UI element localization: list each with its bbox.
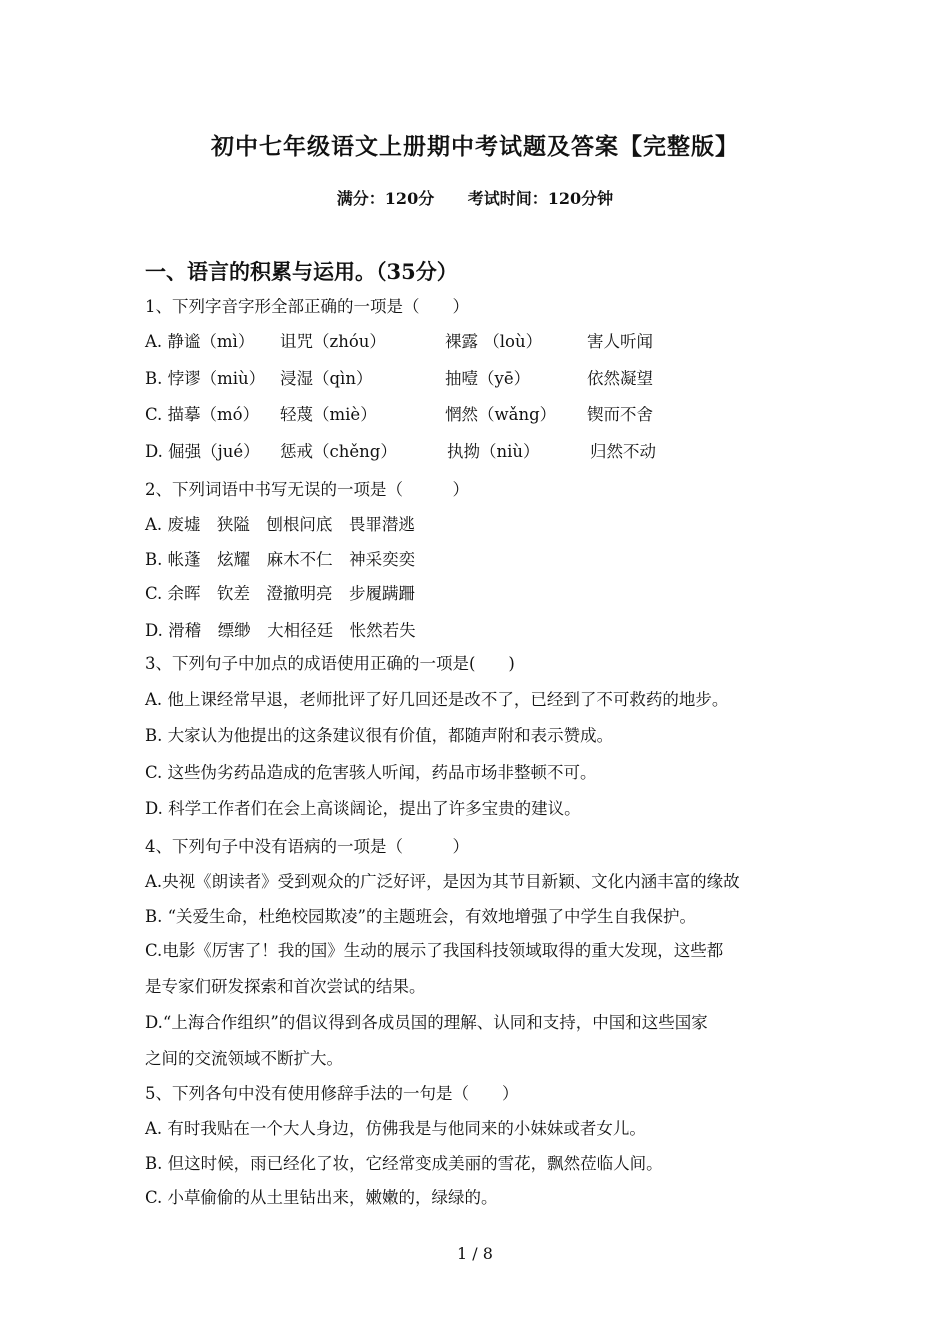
option-cell: 惩戒（chěng） <box>280 442 397 461</box>
q3-option-d: D. 科学工作者们在会上高谈阔论，提出了许多宝贵的建议。 <box>145 799 581 818</box>
option-cell: 依然凝望 <box>587 369 653 388</box>
q3-option-b: B. 大家认为他提出的这条建议很有价值，都随声附和表示赞成。 <box>145 726 614 745</box>
q2-option-a: A. 废墟 狭隘 刨根问底 畏罪潜逃 <box>145 515 415 534</box>
q4-line: A.央视《朗读者》受到观众的广泛好评，是因为其节目新颖、文化内涵丰富的缘故 <box>145 872 740 891</box>
q4-line: D.“上海合作组织”的倡议得到各成员国的理解、认同和支持，中国和这些国家 <box>145 1013 708 1032</box>
q4-line: B. “关爱生命，杜绝校园欺凌”的主题班会，有效地增强了中学生自我保护。 <box>145 907 696 926</box>
full-score: 满分：120分 <box>336 189 435 208</box>
q2-option-c: C. 余晖 钦差 澄撤明亮 步履蹒跚 <box>145 584 416 603</box>
option-cell: A. 静谧（mì） <box>145 332 255 351</box>
page-number: 1 / 8 <box>457 1244 493 1263</box>
option-cell: 轻蔑（miè） <box>280 405 377 424</box>
q3-option-c: C. 这些伪劣药品造成的危害骇人听闻，药品市场非整顿不可。 <box>145 763 597 782</box>
exam-time: 考试时间：120分钟 <box>467 189 614 208</box>
page-title: 初中七年级语文上册期中考试题及答案【完整版】 <box>211 133 739 160</box>
q3-option-a: A. 他上课经常早退，老师批评了好几回还是改不了，已经到了不可救药的地步。 <box>145 690 729 709</box>
q1-option-a <box>145 328 653 352</box>
option-cell: 浸湿（qìn） <box>280 369 373 388</box>
option-cell: 执拗（niù） <box>447 442 540 461</box>
question-3-stem: 3、下列句子中加点的成语使用正确的一项是( ) <box>145 654 515 673</box>
question-2-stem: 2、下列词语中书写无误的一项是（ ） <box>145 480 469 499</box>
option-cell: C. 描摹（mó） <box>145 405 260 424</box>
option-cell: 抽噎（yē） <box>445 369 531 388</box>
exam-meta <box>0 186 950 209</box>
q2-option-b: B. 帐蓬 炫耀 麻木不仁 神采奕奕 <box>145 550 416 569</box>
q5-option-b: B. 但这时候，雨已经化了妆，它经常变成美丽的雪花，飘然莅临人间。 <box>145 1154 663 1173</box>
option-cell: D. 倔强（jué） <box>145 442 260 461</box>
q1-option-b <box>145 365 653 389</box>
question-4-stem: 4、下列句子中没有语病的一项是（ ） <box>145 837 469 856</box>
question-5-stem: 5、下列各句中没有使用修辞手法的一句是（ ） <box>145 1084 519 1103</box>
q5-option-a: A. 有时我贴在一个大人身边，仿佛我是与他同来的小妹妹或者女儿。 <box>145 1119 646 1138</box>
option-cell: 惘然（wǎng） <box>445 405 557 424</box>
option-cell: 诅咒（zhóu） <box>280 332 386 351</box>
q4-line: C.电影《厉害了！我的国》生动的展示了我国科技领域取得的重大发现，这些都 <box>145 941 724 960</box>
option-cell: 锲而不舍 <box>587 405 653 424</box>
option-cell: B. 悖谬（miù） <box>145 369 266 388</box>
question-1-stem: 1、下列字音字形全部正确的一项是（ ） <box>145 297 469 316</box>
q5-option-c: C. 小草偷偷的从土里钻出来，嫩嫩的，绿绿的。 <box>145 1188 498 1207</box>
q4-line: 是专家们研发探索和首次尝试的结果。 <box>145 977 426 996</box>
q1-option-c <box>145 401 653 425</box>
section-heading: 一、语言的积累与运用。（35分） <box>145 259 458 284</box>
q2-option-d: D. 滑稽 缥缈 大相径廷 怅然若失 <box>145 621 416 640</box>
option-cell: 裸露 （loù） <box>445 332 543 351</box>
q1-option-d <box>145 438 656 462</box>
option-cell: 害人听闻 <box>587 332 653 351</box>
q4-line: 之间的交流领域不断扩大。 <box>145 1049 343 1068</box>
option-cell: 归然不动 <box>590 442 656 461</box>
